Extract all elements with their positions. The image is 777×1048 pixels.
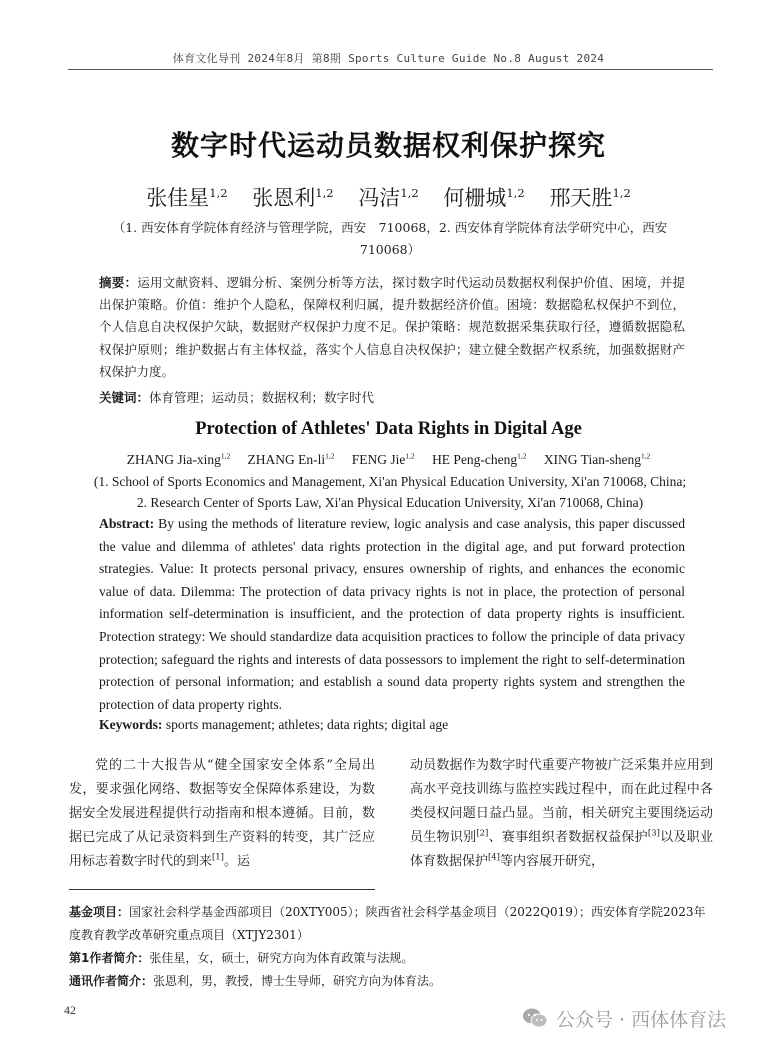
affiliation-en: (1. School of Sports Economics and Management, Xi'an Physical Education University, Xi'an 710068, China; 2. Research Center of Sports Law, Xi'an Physical Education University, Xi'an 710068, China) [93, 474, 687, 510]
abstract-cn-text: 运用文献资料、逻辑分析、案例分析等方法，探讨数字时代运动员数据权利保护价值、困境，并提出保护策略。价值：维护个人隐私，保障权利归属，提升数据经济价值。困境：数据隐私权保护不到位，个人信息自决权保护欠缺，数据财产权保护力度不足。保护策略：规范数据采集获取行径，遵循数据隐私权保护原则；维护数据占有主体权益，落实个人信息自决权保护；建立健全数据产权系统，加强数据财产权保护力度。 [99, 275, 685, 379]
keywords-en-label: Keywords: [99, 717, 163, 732]
authors-cn [0, 182, 777, 212]
author-cn [443, 186, 524, 210]
body-left-tail: 。运 [223, 854, 250, 869]
first-author-label: 第1作者简介： [69, 951, 150, 965]
keywords-en-text: sports management; athletes; data rights; digital age [165, 717, 449, 732]
article-title-cn: 数字时代运动员数据权利保护探究 [170, 129, 606, 162]
fund-text: 国家社会科学基金西部项目（20XTY005）；陕西省社会科学基金项目（2022Q019）；西安体育学院2023年度教育教学改革研究重点项目（XTJY2301） [69, 905, 706, 942]
author-cn [252, 186, 333, 210]
keywords-en [99, 717, 685, 733]
abstract-cn-label: 摘要： [99, 275, 138, 290]
author-en [544, 452, 650, 467]
running-head: 体育文化导刊 2024年8月 第8期 Sports Culture Guide No.8 August 2024 [172, 52, 605, 65]
author-aff: 1,2 [220, 451, 231, 461]
header-rule [68, 69, 713, 70]
author-name: 冯洁 [358, 186, 401, 210]
author-en [352, 452, 415, 467]
author-aff: 1,2 [517, 451, 527, 461]
author-aff: 1,2 [315, 186, 334, 200]
body-right-p1: 动员数据作为数字时代重要产物被广泛采集并应用到高水平竞技训练与监控实践过程中，而在此过程中各类侵权问题日益凸显。当前，相关研究主要围绕运动员生物识别 [410, 758, 713, 845]
corr-author-text: 张恩利，男，教授，博士生导师，研究方向为体育法。 [153, 974, 442, 988]
author-aff: 1,2 [405, 451, 415, 461]
fund-label: 基金项目： [69, 905, 130, 919]
author-en [127, 452, 230, 467]
author-name: 张恩利 [252, 186, 316, 210]
keywords-cn-text: 体育管理；运动员；数据权利；数字时代 [149, 390, 375, 405]
author-aff: 1,2 [640, 451, 651, 461]
author-name: ZHANG Jia-xing [126, 452, 221, 467]
footnote-first-author [69, 947, 713, 970]
author-name: FENG Jie [351, 452, 406, 467]
author-aff: 1,2 [325, 451, 335, 461]
watermark [522, 1003, 726, 1033]
body-column-left [69, 754, 375, 874]
footnotes [69, 901, 713, 993]
footnote-fund [69, 901, 713, 947]
citation-ref[interactable]: [4] [488, 851, 500, 862]
author-en [432, 452, 526, 467]
author-name: XING Tian-sheng [543, 452, 641, 467]
corr-author-label: 通讯作者简介： [69, 974, 154, 988]
author-cn [146, 186, 227, 210]
body-right-p3: 以及职业体育数据保护 [410, 830, 713, 869]
authors-en [0, 452, 777, 468]
citation-ref[interactable]: [3] [647, 827, 660, 838]
author-aff: 1,2 [400, 186, 419, 200]
author-name: 何栅城 [443, 186, 507, 210]
author-name: 张佳星 [146, 186, 210, 210]
author-aff: 1,2 [506, 186, 525, 200]
author-cn [549, 186, 630, 210]
abstract-en-text: By using the methods of literature review, logic analysis and case analysis, this paper discussed the value and dilemma of athletes' data rights protection in the digital age, and put forward protection strategies. Value: It protects personal privacy, ensures ownership of rights, and enhances the economic value of data. Dilemma: The protection of data privacy rights is not in place, the protection of personal information self-determination is insufficient, and the protection of data property rights is insufficient. Protection strategy: We should standardize data acquisition practices to follow the principle of data privacy protection; safeguard the rights and interests of data possessors to implement the right to self-determination protection of personal information; and establish a sound data property rights system and strengthen the protection of data property rights. [99, 516, 685, 712]
author-aff: 1,2 [209, 186, 228, 200]
author-en [248, 452, 335, 467]
abstract-en-label: Abstract: [99, 516, 155, 531]
body-left-text: 党的二十大报告从“健全国家安全体系”全局出发，要求强化网络、数据等安全保障体系建设，为数据安全发展进程提供行动指南和根本遵循。目前，数据已完成了从记录资料到生产资料的转变，其广泛应用标志着数字时代的到来 [69, 758, 375, 869]
watermark-text: 公众号 · 西体体育法 [556, 1008, 727, 1031]
abstract-en [99, 513, 685, 716]
citation-ref[interactable]: [1] [212, 851, 224, 862]
keywords-cn-label: 关键词： [99, 390, 150, 405]
affiliation-cn: （1. 西安体育学院体育经济与管理学院，西安 710068，2. 西安体育学院体育法学研究中心，西安 710068） [112, 220, 680, 257]
body-right-p4: 等内容展开研究， [499, 854, 604, 869]
abstract-cn [99, 272, 685, 383]
footnote-corresponding-author [69, 970, 713, 993]
author-name: ZHANG En-li [247, 452, 326, 467]
body-right-p2: 、赛事组织者数据权益保护 [488, 830, 648, 845]
author-name: 邢天胜 [549, 186, 613, 210]
article-title-en: Protection of Athletes' Data Rights in Digital Age [195, 419, 582, 439]
author-cn [358, 186, 418, 210]
wechat-icon [522, 1007, 548, 1029]
keywords-cn [99, 387, 685, 409]
author-name: HE Peng-cheng [432, 452, 518, 467]
citation-ref[interactable]: [2] [476, 827, 489, 838]
author-aff: 1,2 [612, 186, 631, 200]
footnote-rule [69, 889, 375, 890]
first-author-text: 张佳星，女，硕士，研究方向为体育政策与法规。 [149, 951, 414, 965]
page-number: 42 [64, 1003, 76, 1017]
body-column-right [410, 754, 713, 874]
